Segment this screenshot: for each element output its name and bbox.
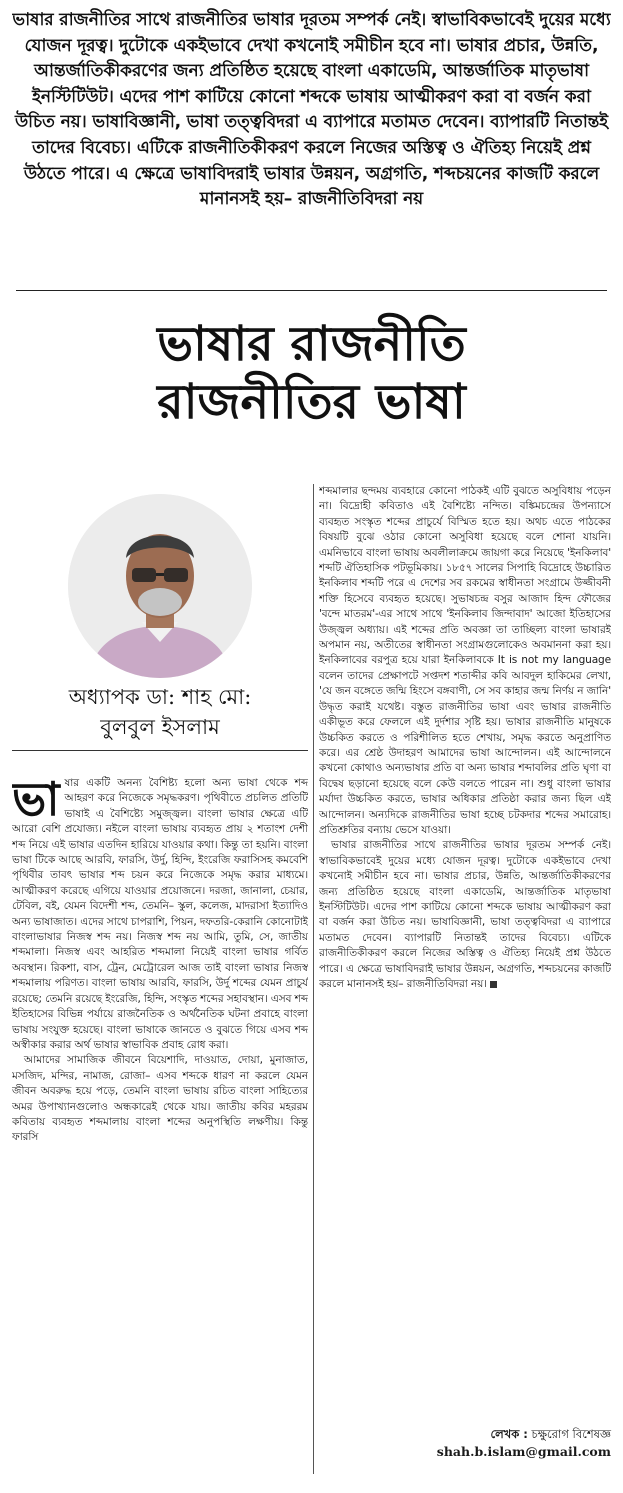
headline-line-1: ভাষার রাজনীতি [157,316,466,372]
article-body [12,484,611,1484]
left-column-text [12,776,308,1486]
byline [319,1426,611,1443]
right-column-text [319,484,611,1424]
author-name-line-2: বুলবুল ইসলাম [100,715,220,739]
headline [12,315,611,465]
right-column [319,484,611,1484]
paragraph-1-text: ষার একটি অনন্য বৈশিষ্ট্য হলো অন্য ভাষা থেকে শব্দ আহরণ করে নিজেকে সমৃদ্ধকরণ। পৃথিবীতে প্রচলিত প্রতিটি ভাষাই এ বৈশিষ্ট্যে সমুজ্জ্বল। বাংলা ভাষার ক্ষেত্রে এটি আরো বেশি প্রযোজ্য। নইলে বাংলা ভাষায় ব্যবহৃত প্রায় ২ শতাংশ দেশী শব্দ নিয়ে এই ভাষার এতদিন হারিয়ে যাওয়ার কথা। কিন্তু তা হয়নি। বাংলা ভাষা টিকে আছে আরবি, ফারসি, উর্দু, হিন্দি, ইংরেজি ফরাসিসহ কমবেশি পৃথিবীর তাবৎ ভাষার শব্দ চয়ন করে নিজেকে সমৃদ্ধ করার মাধ্যমে। আত্মীকরণ করেছে এগিয়ে যাওয়ার প্রয়োজনে। দরজা, জানালা, চেয়ার, টেবিল, বই, যেমন বিদেশী শব্দ, তেমনি– স্কুল, কলেজ, মাদরাসা ইত্যাদিও অন্য ভাষাজাত। এদের সাথে চাপরাশি, পিয়ন, দফতরি-কেরানি কোনোটাই বাংলাভাষার নিজস্ব শব্দ নয়। নিজস্ব শব্দ নয় আমি, তুমি, সে, জাতীয় শব্দমালা। নিজস্ব এবং আহরিত শব্দমালা নিয়েই বাংলা ভাষার গর্বিত অবস্থান। রিকশা, বাস, ট্রেন, মেট্রোরেল আজ তাই বাংলা ভাষার নিজস্ব শব্দমালায় পরিণত। বাংলা ভাষায় আরবি, ফারসি, উর্দু শব্দের যেমন প্রাচুর্য রয়েছে; তেমনি রয়েছে ইংরেজি, হিন্দি, সংস্কৃত শব্দের সহাবস্থান। এসব শব্দ ইতিহাসের বিভিন্ন পর্যায়ে রাজনৈতিক ও অর্থনৈতিক ঘটনা প্রবাহে বাংলা ভাষায় সংযুক্ত হয়েছে। বাংলা ভাষাকে জানতে ও বুঝতে গিয়ে এসব শব্দ অস্বীকার করার অর্থ ভাষার স্বাভাবিক প্রবাহ রোধ করা। [12,777,308,1051]
author-name-line-1: অধ্যাপক ডা: শাহ মো: [68,685,252,709]
headline-line-2: রাজনীতির ভাষা [157,374,466,430]
author-divider [12,750,308,751]
paragraph-4 [319,838,611,992]
paragraph-4-text: ভাষার রাজনীতির সাথে রাজনীতির ভাষার দূরতম সম্পর্ক নেই। স্বাভাবিকভাবেই দুয়ের মধ্যে যোজন দূরত্ব। দুটোকে একইভাবে দেখা কখনোই সমীচীন হবে না। ভাষার প্রচার, উন্নতি, আন্তর্জাতিকীকরণের জন্য প্রতিষ্ঠিত হয়েছে বাংলা একাডেমি, আন্তর্জাতিক মাতৃভাষা ইনস্টিটিউট। এদের পাশ কাটিয়ে কোনো শব্দকে ভাষায় আত্মীকরণ করা বা বর্জন করা উচিত নয়। ভাষাবিজ্ঞানী, ভাষা তত্ত্ববিদরা এ ব্যাপারে মতামত দেবেন। ব্যাপারটি নিতান্তই তাদের বিবেচ্য। এটিকে রাজনীতিকীকরণ করলে নিজের অস্তিত্ব ও ঐতিহ্য নিয়েই প্রশ্ন উঠতে পারে। এ ক্ষেত্রে ভাষাবিদরাই ভাষার উন্নয়ন, অগ্রগতি, শব্দচয়নের কাজটি করলে মানানসই হয়– রাজনীতিবিদরা নয়। [319,839,611,990]
author-name [12,682,308,742]
paragraph-1 [12,776,308,1053]
left-column [12,484,308,1484]
pull-quote-divider [16,290,607,291]
byline-label: লেখক : [490,1427,528,1441]
paragraph-2: আমাদের সামাজিক জীবনে বিয়েশাদি, দাওয়াত, দোয়া, মুনাজাত, মসজিদ, মন্দির, নামাজ, রোজা– এসব শব্দকে ধারণ না করলে যেমন জীবন অবরুদ্ধ হয়ে পড়ে, তেমনি বাংলা ভাষায় রচিত বাংলা সাহিত্যের অমর উপাখ্যানগুলোও অন্ধকারেই থেকে যায়। জাতীয় কবির মহররম কবিতায় ব্যবহৃত শব্দমালায় বাংলা শব্দের অনুপস্থিতি লক্ষণীয়। কিন্তু ফারসি [12,1054,308,1144]
author-photo [68,494,252,678]
end-mark-icon [490,981,497,988]
byline-role: চক্ষুরোগ বিশেষজ্ঞ [531,1427,611,1441]
pull-quote-text: ভাষার রাজনীতির সাথে রাজনীতির ভাষার দূরতম সম্পর্ক নেই। স্বাভাবিকভাবেই দুয়ের মধ্যে যোজন দূরত্ব। দুটোকে একইভাবে দেখা কখনোই সমীচীন হবে না। ভাষার প্রচার, উন্নতি, আন্তর্জাতিকীকরণের জন্য প্রতিষ্ঠিত হয়েছে বাংলা একাডেমি, আন্তর্জাতিক মাতৃভাষা ইনস্টিটিউট। এদের পাশ কাটিয়ে কোনো শব্দকে ভাষায় আত্মীকরণ করা বা বর্জন করা উচিত নয়। ভাষাবিজ্ঞানী, ভাষা তত্ত্ববিদরা এ ব্যাপারে মতামত দেবেন। ব্যাপারটি নিতান্তই তাদের বিবেচ্য। এটিকে রাজনীতিকীকরণ করলে নিজের অস্তিত্ব ও ঐতিহ্য নিয়েই প্রশ্ন উঠতে পারে। এ ক্ষেত্রে ভাষাবিদরাই ভাষার উন্নয়ন, অগ্রগতি, শব্দচয়নের কাজটি করলে মানানসই হয়– রাজনীতিবিদরা নয় [12,10,611,210]
author-email[interactable]: shah.b.islam@gmail.com [436,1444,611,1459]
author-portrait-icon [68,494,252,678]
pull-quote [12,8,611,278]
column-divider [313,484,314,1474]
drop-cap: ভা [12,776,60,826]
paragraph-3: শব্দমালার ছন্দময় ব্যবহারে কোনো পাঠকই এটি বুঝতে অসুবিধায় পড়েন না। বিদ্রোহী কবিতাও এই বৈশিষ্ট্যে নন্দিত। বঙ্কিমচন্দ্রের উপন্যাসে ব্যবহৃত সংস্কৃত শব্দের প্রাচুর্যে বিস্মিত হতে হয়। অথচ এতে পাঠকের বিষয়টি বুঝে ওঠার কোনো অসুবিধা হয়েছে বলে শোনা যায়নি। এমনিভাবে বাংলা ভাষায় অবলীলাক্রমে জায়গা করে নিয়েছে 'ইনকিলাব' শব্দটি ঐতিহাসিক পটভূমিকায়। ১৮৫৭ সালের সিপাহি বিদ্রোহে উচ্চারিত ইনকিলাব শব্দটি পরে এ দেশের সব রকমের স্বাধীনতা সংগ্রামে উজ্জীবনী শক্তি হিসেবে ব্যবহৃত হয়েছে। সুভাষচন্দ্র বসুর আজাদ হিন্দ ফৌজের 'বন্দে মাতরম'-এর সাথে সাথে 'ইনকিলাব জিন্দাবাদ' আজো ইতিহাসের উজ্জ্বল অধ্যায়। এই শব্দের প্রতি অবজ্ঞা তা তাচ্ছিল্য বাংলা ভাষারই অপমান নয়, অতীতের স্বাধীনতা সংগ্রামগুলোকেও অবমাননা করা হয়। ইনকিলাবের বরপুত্র হয়ে যারা ইনকিলাবকে It is not my language বলেন তাদের প্রেক্ষাপটে সপ্তদশ শতাব্দীর কবি আবদুল হাকিমের লেখা, 'যে জন বঙ্গেতে জন্মি হিংসে বঙ্গবাণী, সে সব কাহার জন্ম নির্ণয় ন জানি' উদ্ধৃত করাই যথেষ্ট। বস্তুত রাজনীতির ভাষা এবং ভাষার রাজনীতি একীভূত করে ফেললে এই দুর্দশার সৃষ্টি হয়। ভাষার রাজনীতি মানুষকে উচ্চকিত করতে ও পরিশীলিত হতে শেখায়, সমৃদ্ধ করতে অনুপ্রাণিত করে। এর শ্রেষ্ঠ উদাহরণ আমাদের ভাষা আন্দোলন। এই আন্দোলনে কখনো কোথাও অন্যভাষার প্রতি বা অন্য ভাষার শব্দাবলির প্রতি ঘৃণা বা বিদ্বেষ ছড়ানো হয়েছে বলে কেউ বলতে পারেন না। শুধু বাংলা ভাষার মর্যাদা উচ্চকিত করতে, ভাষার অধিকার প্রতিষ্ঠা করার জন্য ছিল এই আন্দোলন। অন্যদিকে রাজনীতির ভাষা হচ্ছে চটকদার শব্দের সমারোহ। প্রতিশ্রুতির বন্যায় ভেসে যাওয়া। [319,485,611,836]
